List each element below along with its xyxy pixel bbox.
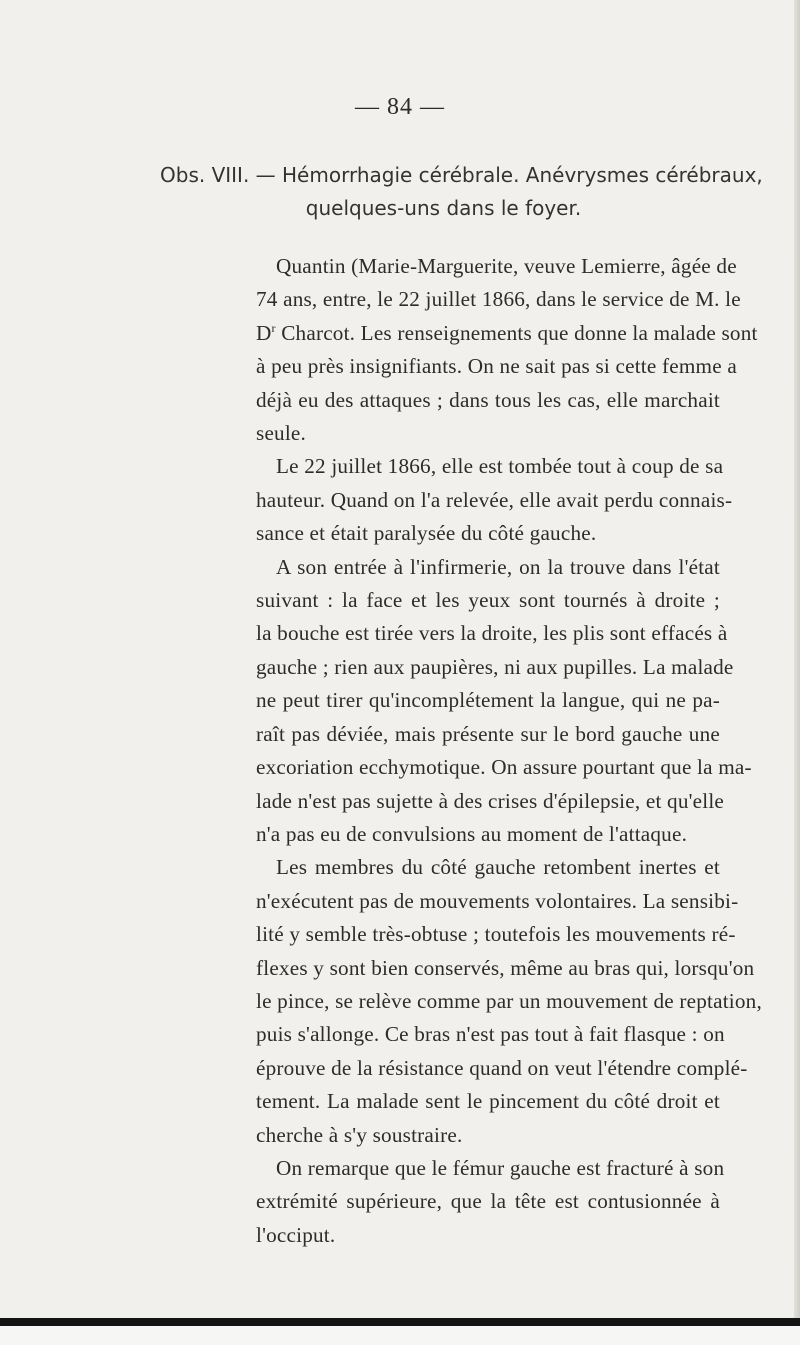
page-bottom-rule <box>0 1318 800 1326</box>
text-line: ne peut tirer qu'incomplétement la langue, qui ne pa- <box>256 688 720 713</box>
observation-heading <box>160 159 763 225</box>
text-line: n'a pas eu de convulsions au moment de l'attaque. <box>256 821 688 846</box>
text-line: hauteur. Quand on l'a relevée, elle avait perdu connais- <box>256 487 733 512</box>
doctor-abbrev: $D^r$ <box>256 320 276 345</box>
heading-line-2: quelques-uns dans le foyer. <box>305 196 582 220</box>
text-line: le pince, se relève comme par un mouvement de reptation, <box>256 988 762 1013</box>
text-line: éprouve de la résistance quand on veut l'étendre complé- <box>256 1055 748 1080</box>
text-line: Quantin (Marie-Marguerite, veuve Lemierre, âgée de <box>276 254 737 278</box>
page-edge-shadow <box>794 0 800 1345</box>
text-line: Le 22 juillet 1866, elle est tombée tout à coup de sa <box>276 454 724 479</box>
text-line: $D^r$ Charcot. Les renseignements que donne la malade sont <box>256 320 758 345</box>
text-line: déjà eu des attaques ; dans tous les cas, elle marchait <box>256 387 720 412</box>
text-line: raît pas déviée, mais présente sur le bord gauche une <box>256 721 720 746</box>
text-line: excoriation ecchymotique. On assure pourtant que la ma- <box>256 755 752 780</box>
text-line: Les membres du côté gauche retombent inertes et <box>276 855 720 880</box>
text-line: A son entrée à l'infirmerie, on la trouve dans l'état <box>276 554 720 579</box>
text-line: extrémité supérieure, que la tête est contusionnée à <box>256 1189 720 1214</box>
text-line: seule. <box>256 421 307 446</box>
text-line: sance et était paralysée du côté gauche. <box>256 521 597 546</box>
text-line: On remarque que le fémur gauche est fracturé à son <box>276 1155 725 1180</box>
text-line: 74 ans, entre, le 22 juillet 1866, dans le service de M. le <box>256 287 741 312</box>
page-number: — 84 — <box>355 94 445 120</box>
text-line: cherche à s'y soustraire. <box>256 1122 463 1147</box>
body-text <box>256 250 762 1252</box>
text-line: flexes y sont bien conservés, même au bras qui, lorsqu'on <box>256 955 755 980</box>
text-line: l'occiput. <box>256 1222 336 1247</box>
page-bottom-margin <box>0 1326 800 1345</box>
text-line: gauche ; rien aux paupières, ni aux pupilles. La malade <box>256 654 734 679</box>
text-line: à peu près insignifiants. On ne sait pas si cette femme a <box>256 354 737 379</box>
text-line: lade n'est pas sujette à des crises d'épilepsie, et qu'elle <box>256 788 725 813</box>
text-line: tement. La malade sent le pincement du côté droit et <box>256 1089 720 1114</box>
text-line: n'exécutent pas de mouvements volontaires. La sensibi- <box>256 888 739 913</box>
doctor-abbrev-sup: r <box>271 320 276 335</box>
heading-line-1: Obs. VIII. — Hémorrhagie cérébrale. Anévrysmes cérébraux, <box>160 163 763 187</box>
text-line: suivant : la face et les yeux sont tournés à droite ; <box>256 588 720 613</box>
text-line: puis s'allonge. Ce bras n'est pas tout à fait flasque : on <box>256 1022 725 1047</box>
text-line: lité y semble très-obtuse ; toutefois les mouvements ré- <box>256 922 736 947</box>
text-line: la bouche est tirée vers la droite, les plis sont effacés à <box>256 621 728 646</box>
